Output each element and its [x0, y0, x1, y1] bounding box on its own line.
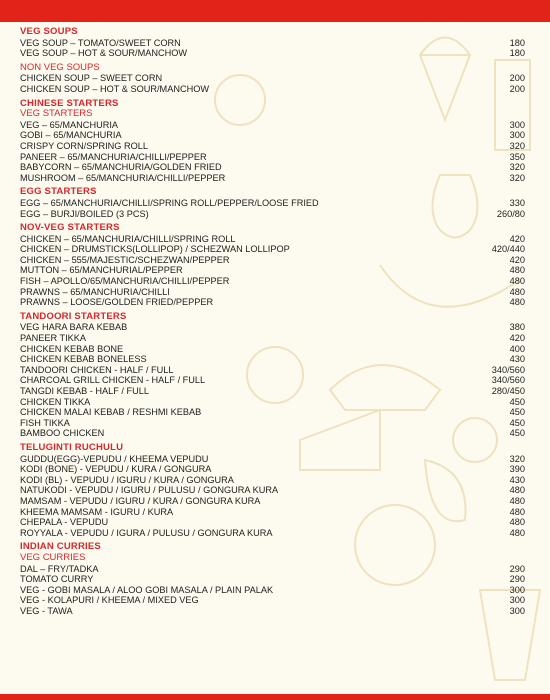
item-name: MUTTON – 65/MANCHURIAL/PEPPER — [20, 265, 183, 276]
item-price: 350 — [509, 151, 525, 162]
item-price: 320 — [509, 172, 525, 183]
menu-item — [20, 276, 525, 287]
section-heading: NON VEG SOUPS — [20, 61, 100, 73]
menu-item — [20, 464, 525, 475]
item-price: 280/450 — [491, 386, 525, 396]
item-name: CHICKEN SOUP – HOT & SOUR/MANCHOW — [20, 83, 210, 94]
item-price: 480 — [509, 527, 525, 538]
item-name: GOBI – 65/MANCHURIA — [20, 130, 122, 141]
item-price: 380 — [509, 322, 525, 333]
menu-item — [20, 344, 525, 355]
item-price: 420 — [509, 254, 525, 265]
item-name: CHICKEN MALAI KEBAB / RESHMI KEBAB — [20, 407, 202, 418]
menu-item — [20, 322, 525, 333]
item-name: VEG – 65/MANCHURIA — [20, 119, 119, 130]
item-name: NATUKODI - VEPUDU / IGURU / PULUSU / GONGURA KURA — [20, 485, 279, 496]
item-name: MAMSAM - VEPUDU / IGURU / KURA / GONGURA KURA — [20, 495, 261, 506]
bottom-red-bar — [0, 694, 550, 700]
item-name: ROYYALA - VEPUDU / IGURA / PULUSU / GONGURA KURA — [20, 527, 273, 538]
item-name: PANEER – 65/MANCHURIA/CHILLI/PEPPER — [20, 151, 207, 162]
menu-item — [20, 130, 525, 141]
menu-section — [20, 63, 525, 95]
menu-item — [20, 173, 525, 184]
item-name: CHICKEN TIKKA — [20, 396, 91, 407]
item-price: 480 — [509, 276, 525, 287]
menu-item — [20, 73, 525, 84]
item-name: VEG SOUP – HOT & SOUR/MANCHOW — [20, 48, 188, 59]
menu-item — [20, 428, 525, 439]
item-price: 340/560 — [491, 364, 525, 375]
item-name: MUSHROOM – 65/MANCHURIA/CHILLI/PEPPER — [20, 172, 226, 183]
top-red-bar — [0, 0, 550, 22]
item-price: 480 — [509, 506, 525, 517]
menu-section — [20, 443, 525, 538]
menu-item — [20, 152, 525, 163]
section-subheading: VEG STARTERS — [20, 108, 93, 120]
menu-item — [20, 407, 525, 418]
item-price: 430 — [509, 474, 525, 485]
menu-item — [20, 365, 525, 376]
item-price: 180 — [509, 48, 525, 59]
menu-item — [20, 354, 525, 365]
menu-section — [20, 542, 525, 616]
item-price: 290 — [509, 563, 525, 574]
item-price: 480 — [509, 517, 525, 528]
item-name: TANGDI KEBAB - HALF / FULL — [20, 386, 149, 396]
item-name: CHICKEN KEBAB BONE — [20, 343, 124, 354]
menu-item — [20, 585, 525, 596]
item-price: 430 — [509, 354, 525, 365]
item-name: CHICKEN SOUP – SWEET CORN — [20, 73, 163, 84]
item-name: TANDOORI CHICKEN - HALF / FULL — [20, 364, 174, 375]
menu-item — [20, 287, 525, 298]
item-name: VEG - KOLAPURI / KHEEMA / MIXED VEG — [20, 595, 199, 606]
item-name: CHARCOAL GRILL CHICKEN - HALF / FULL — [20, 375, 206, 386]
item-price: 320 — [509, 453, 525, 464]
item-name: VEG SOUP – TOMATO/SWEET CORN — [20, 37, 181, 48]
menu-item — [20, 244, 525, 255]
item-name: TOMATO CURRY — [20, 574, 94, 585]
item-price: 450 — [509, 417, 525, 428]
item-name: PANEER TIKKA — [20, 333, 87, 344]
menu-item — [20, 507, 525, 518]
item-price: 260/80 — [496, 208, 525, 219]
menu-item — [20, 475, 525, 486]
item-name: VEG - TAWA — [20, 605, 73, 616]
item-price: 420 — [509, 333, 525, 344]
item-name: VEG - GOBI MASALA / ALOO GOBI MASALA / PLAIN PALAK — [20, 584, 274, 595]
menu-item — [20, 255, 525, 266]
menu-item — [20, 418, 525, 429]
menu-section — [20, 187, 525, 219]
item-name: CHEPALA - VEPUDU — [20, 517, 109, 528]
item-price: 480 — [509, 265, 525, 276]
item-name: PRAWNS – LOOSE/GOLDEN FRIED/PEPPER — [20, 297, 214, 308]
menu-item — [20, 141, 525, 152]
menu-item — [20, 386, 525, 397]
menu-section — [20, 312, 525, 439]
section-heading: EGG STARTERS — [20, 186, 97, 198]
section-subheading: VEG CURRIES — [20, 551, 86, 563]
item-price: 480 — [509, 286, 525, 297]
item-name: BABYCORN – 65/MANCHURIA/GOLDEN FRIED — [20, 162, 222, 173]
item-price: 480 — [509, 485, 525, 496]
item-price: 450 — [509, 407, 525, 418]
section-heading: NOV-VEG STARTERS — [20, 222, 120, 234]
item-name: CHICKEN KEBAB BONELESS — [20, 354, 147, 365]
item-name: KODI (BL) - VEPUDU / IGURU / KURA / GONGURA — [20, 474, 234, 485]
menu-item — [20, 375, 525, 386]
menu-item — [20, 564, 525, 575]
menu-list — [20, 27, 525, 620]
menu-item — [20, 162, 525, 173]
menu-section — [20, 27, 525, 59]
item-price: 420/440 — [491, 244, 525, 255]
menu-item — [20, 528, 525, 539]
item-price: 320 — [509, 140, 525, 151]
item-price: 320 — [509, 162, 525, 173]
item-price: 200 — [509, 73, 525, 84]
item-name: FISH TIKKA — [20, 417, 70, 428]
item-price: 330 — [509, 197, 525, 208]
menu-item — [20, 517, 525, 528]
menu-item — [20, 209, 525, 220]
section-heading: VEG SOUPS — [20, 26, 78, 37]
item-name: EGG – BURJI/BOILED (3 PCS) — [20, 208, 149, 219]
section-heading: TANDOORI STARTERS — [20, 310, 127, 322]
item-name: FISH – APOLLO/65/MANCHURIA/CHILLI/PEPPER — [20, 276, 230, 287]
menu-item — [20, 198, 525, 209]
item-price: 290 — [509, 574, 525, 585]
item-price: 180 — [509, 37, 525, 48]
menu-item — [20, 333, 525, 344]
item-name: CRISPY CORN/SPRING ROLL — [20, 140, 148, 151]
menu-item — [20, 485, 525, 496]
menu-item — [20, 84, 525, 95]
item-name: CHICKEN – 555/MAJESTIC/SCHEZWAN/PEPPER — [20, 254, 230, 265]
menu-item — [20, 297, 525, 308]
section-heading: INDIAN CURRIES — [20, 541, 101, 553]
item-price: 340/560 — [491, 375, 525, 386]
menu-item — [20, 48, 525, 59]
item-price: 400 — [509, 343, 525, 354]
menu-item — [20, 397, 525, 408]
item-price: 300 — [509, 119, 525, 130]
item-price: 300 — [509, 130, 525, 141]
item-price: 480 — [509, 297, 525, 308]
item-price: 420 — [509, 233, 525, 244]
item-name: KHEEMA MAMSAM - IGURU / KURA — [20, 506, 174, 517]
item-name: VEG HARA BARA KEBAB — [20, 322, 128, 333]
item-name: CHICKEN – 65/MANCHURIA/CHILLI/SPRING ROLL — [20, 233, 236, 244]
item-name: CHICKEN – DRUMSTICKS(LOLLIPOP) / SCHEZWAN LOLLIPOP — [20, 244, 290, 255]
menu-section — [20, 223, 525, 308]
menu-item — [20, 606, 525, 617]
section-heading: CHINESE STARTERS — [20, 97, 119, 109]
menu-item — [20, 120, 525, 131]
item-name: DAL – FRY/TADKA — [20, 563, 99, 574]
menu-item — [20, 265, 525, 276]
item-name: BAMBOO CHICKEN — [20, 428, 105, 439]
menu-item — [20, 454, 525, 465]
menu-section — [20, 99, 525, 184]
item-price: 300 — [509, 605, 525, 616]
item-price: 200 — [509, 83, 525, 94]
item-price: 300 — [509, 595, 525, 606]
menu-item — [20, 574, 525, 585]
item-name: EGG – 65/MANCHURIA/CHILLI/SPRING ROLL/PEPPER/LOOSE FRIED — [20, 197, 319, 208]
item-price: 450 — [509, 396, 525, 407]
section-heading: TELUGINTI RUCHULU — [20, 441, 124, 453]
item-price: 450 — [509, 428, 525, 439]
menu-item — [20, 496, 525, 507]
item-price: 480 — [509, 495, 525, 506]
item-price: 300 — [509, 584, 525, 595]
menu-item — [20, 595, 525, 606]
menu-item — [20, 234, 525, 245]
item-name: GUDDU(EGG)-VEPUDU / KHEEMA VEPUDU — [20, 453, 209, 464]
menu-item — [20, 38, 525, 49]
item-name: PRAWNS – 65/MANCHURIA/CHILLI — [20, 286, 170, 297]
item-price: 390 — [509, 464, 525, 475]
item-name: KODI (BONE) - VEPUDU / KURA / GONGURA — [20, 464, 212, 475]
